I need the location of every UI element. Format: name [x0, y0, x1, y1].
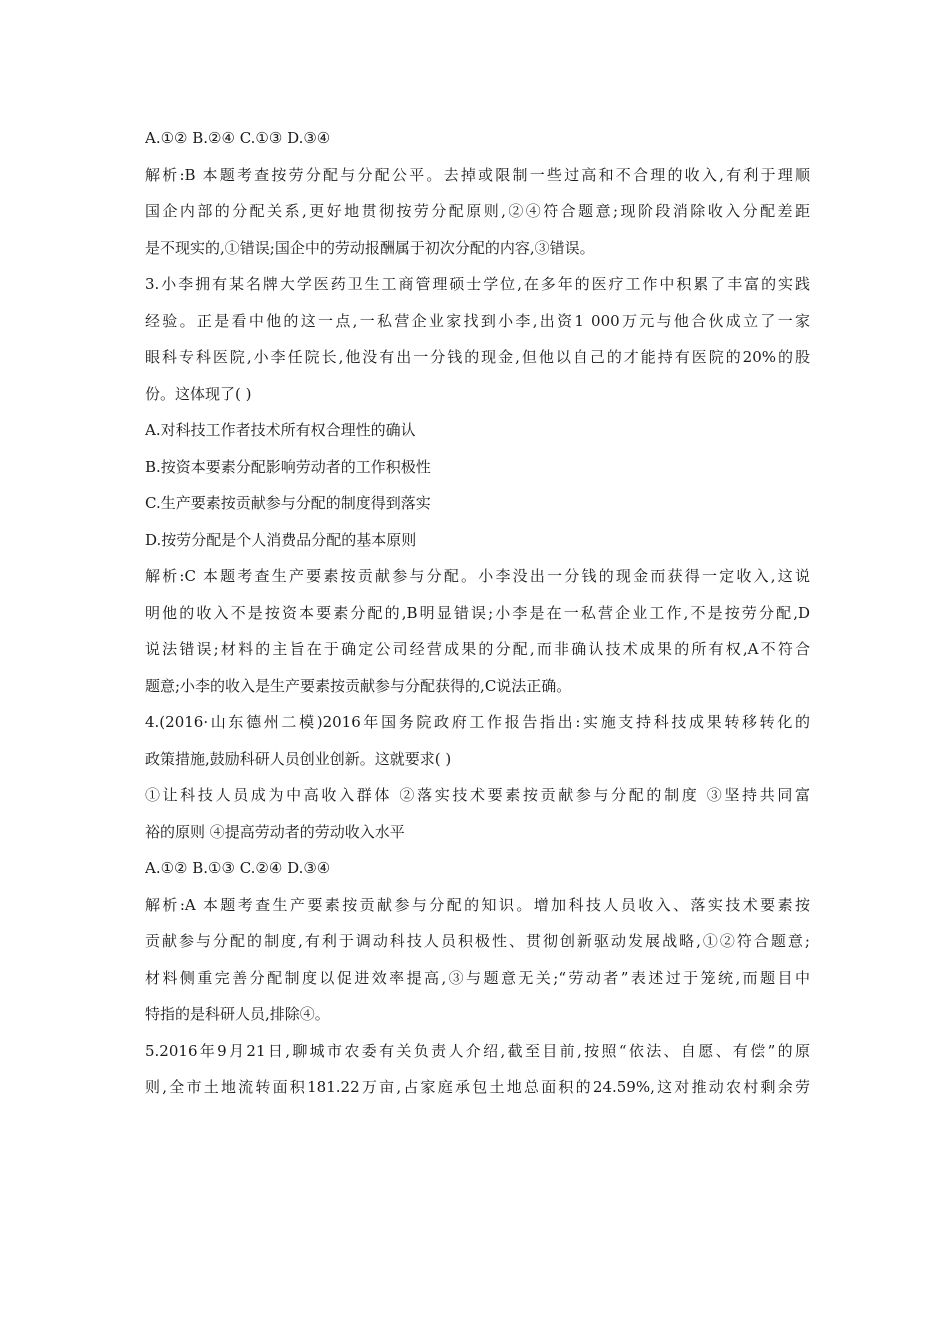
- answer-option: D.按劳分配是个人消费品分配的基本原则: [145, 530, 417, 549]
- document-body: [145, 124, 810, 1110]
- explanation-text: 是不现实的,①错误;国企中的劳动报酬属于初次分配的内容,③错误。: [145, 238, 595, 257]
- explanation-text: 国企内部的分配关系,更好地贯彻按劳分配原则,②④符合题意;现阶段消除收入分配差距: [145, 202, 810, 220]
- explanation-text: 解析:A 本题考查生产要素按贡献参与分配的知识。增加科技人员收入、落实技术要素按: [145, 895, 810, 914]
- explanation-text: 明他的收入不是按资本要素分配的,B明显错误;小李是在一私营企业工作,不是按劳分配,D: [145, 603, 810, 622]
- explanation-text: 解析:B 本题考查按劳分配与分配公平。去掉或限制一些过高和不合理的收入,有利于理顺: [145, 165, 810, 184]
- question-text: 5.2016年9月21日,聊城市农委有关负责人介绍,截至目前,按照“依法、自愿、有偿”的原: [145, 1041, 810, 1060]
- question-text: 4.(2016·山东德州二模)2016年国务院政府工作报告指出:实施支持科技成果转移转化的: [145, 713, 810, 731]
- explanation-text: 说法错误;材料的主旨在于确定公司经营成果的分配,而非确认技术成果的所有权,A不符合: [145, 640, 810, 658]
- answer-options: A.①② B.①③ C.②④ D.③④: [145, 859, 331, 877]
- question-text: 3.小李拥有某名牌大学医药卫生工商管理硕士学位,在多年的医疗工作中积累了丰富的实践: [145, 275, 810, 293]
- explanation-text: 解析:C 本题考查生产要素按贡献参与分配。小李没出一分钱的现金而获得一定收入,这说: [145, 567, 810, 585]
- answer-option: C.生产要素按贡献参与分配的制度得到落实: [145, 494, 431, 512]
- answer-options: A.①② B.②④ C.①③ D.③④: [145, 129, 331, 147]
- answer-option: A.对科技工作者技术所有权合理性的确认: [145, 421, 416, 439]
- explanation-text: 题意;小李的收入是生产要素按贡献参与分配获得的,C说法正确。: [145, 676, 572, 695]
- answer-option: B.按资本要素分配影响劳动者的工作积极性: [145, 457, 431, 476]
- explanation-text: 材料侧重完善分配制度以促进效率提高,③与题意无关;“劳动者”表述过于笼统,而题目中: [145, 968, 810, 987]
- explanation-text: 特指的是科研人员,排除④。: [145, 1005, 330, 1023]
- statement-options: 裕的原则 ④提高劳动者的劳动收入水平: [145, 822, 405, 841]
- statement-options: ①让科技人员成为中高收入群体 ②落实技术要素按贡献参与分配的制度 ③坚持共同富: [145, 786, 810, 804]
- question-text: 则,全市土地流转面积181.22万亩,占家庭承包土地总面积的24.59%,这对推动农村剩余劳: [145, 1078, 810, 1096]
- explanation-text: 贡献参与分配的制度,有利于调动科技人员积极性、贯彻创新驱动发展战略,①②符合题意;: [145, 932, 810, 950]
- question-text: 眼科专科医院,小李任院长,他没有出一分钱的现金,但他以自己的才能持有医院的20%的股: [145, 348, 810, 366]
- question-text: 经验。正是看中他的这一点,一私营企业家找到小李,出资1 000万元与他合伙成立了一家: [145, 311, 810, 330]
- question-text: 政策措施,鼓励科研人员创业创新。这就要求( ): [145, 749, 452, 768]
- question-text: 份。这体现了( ): [145, 384, 252, 403]
